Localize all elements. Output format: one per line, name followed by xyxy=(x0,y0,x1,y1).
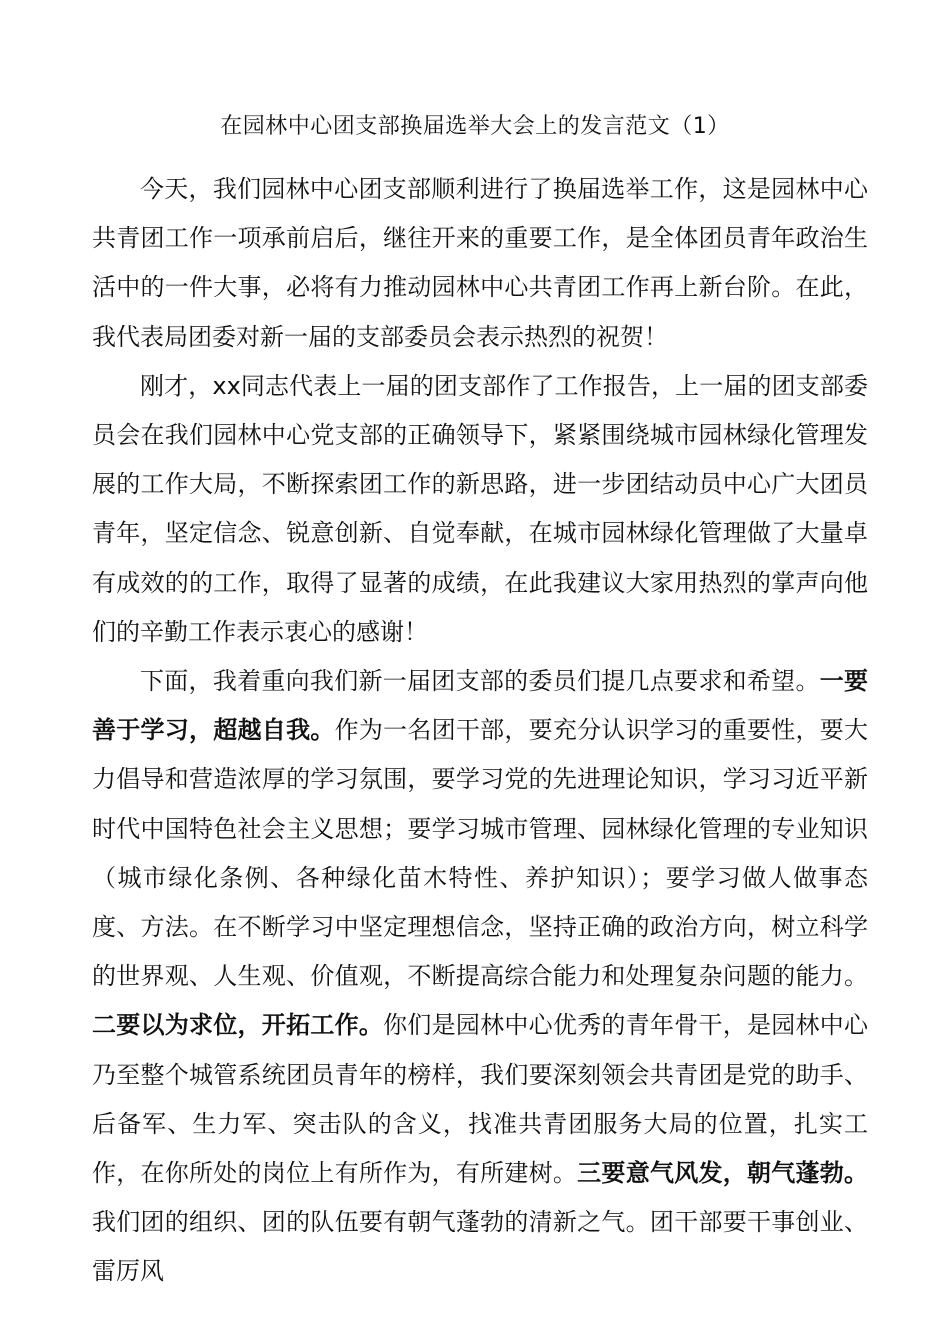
point-2-text: 你们是园林中心优秀的青年骨干，是园林中心乃至整个城管系统团员青年的榜样，我们要深刻领会共青团是党的助手、后备军、生力军、突击队的含义，找准共青团服务大局的位置，扎实工作，在你所处的岗位上有所作为，有所建树。 xyxy=(92,1011,869,1188)
paragraph-2 xyxy=(92,362,868,657)
document-title: 在园林中心团支部换届选举大会上的发言范文（1） xyxy=(220,114,730,139)
paragraph-3-intro: 下面，我着重向我们新一届团支部的委员们提几点要求和希望。 xyxy=(140,667,820,696)
paragraph-1 xyxy=(92,165,868,362)
point-3-text: 我们团的组织、团的队伍要有朝气蓬勃的清新之气。团干部要干事创业、雷厉风 xyxy=(92,1208,868,1286)
point-2-heading: 二要以为求位，开拓工作。 xyxy=(92,1011,384,1040)
paragraph-2-text: 刚才，xx同志代表上一届的团支部作了工作报告，上一届的团支部委员会在我们园林中心党支部的正确领导下，紧紧围绕城市园林绿化管理发展的工作大局，不断探索团工作的新思路，进一步团结动员中心广大团员青年，坚定信念、锐意创新、自觉奉献，在城市园林绿化管理做了大量卓有成效的的工作，取得了显著的成绩，在此我建议大家用热烈的掌声向他们的辛勤工作表示衷心的感谢！ xyxy=(92,371,868,646)
paragraph-3 xyxy=(92,657,868,1297)
point-1-heading: 一要善于学习，超越自我。 xyxy=(92,667,869,745)
point-3-heading: 三要意气风发，朝气蓬勃。 xyxy=(577,1159,869,1188)
point-1-text: 作为一名团干部，要充分认识学习的重要性，要大力倡导和营造浓厚的学习氛围，要学习党的先进理论知识，学习习近平新时代中国特色社会主义思想；要学习城市管理、园林绿化管理的专业知识（城市绿化条例、各种绿化苗木特性、养护知识）；要学习做人做事态度、方法。在不断学习中坚定理想信念，坚持正确的政治方向，树立科学的世界观、人生观、价值观，不断提高综合能力和处理复杂问题的能力。 xyxy=(92,716,869,991)
document-body xyxy=(92,165,868,1297)
paragraph-1-text: 今天，我们园林中心团支部顺利进行了换届选举工作，这是园林中心共青团工作一项承前启后，继往开来的重要工作，是全体团员青年政治生活中的一件大事，必将有力推动园林中心共青团工作再上新台阶。在此，我代表局团委对新一届的支部委员会表示热烈的祝贺！ xyxy=(92,175,868,351)
